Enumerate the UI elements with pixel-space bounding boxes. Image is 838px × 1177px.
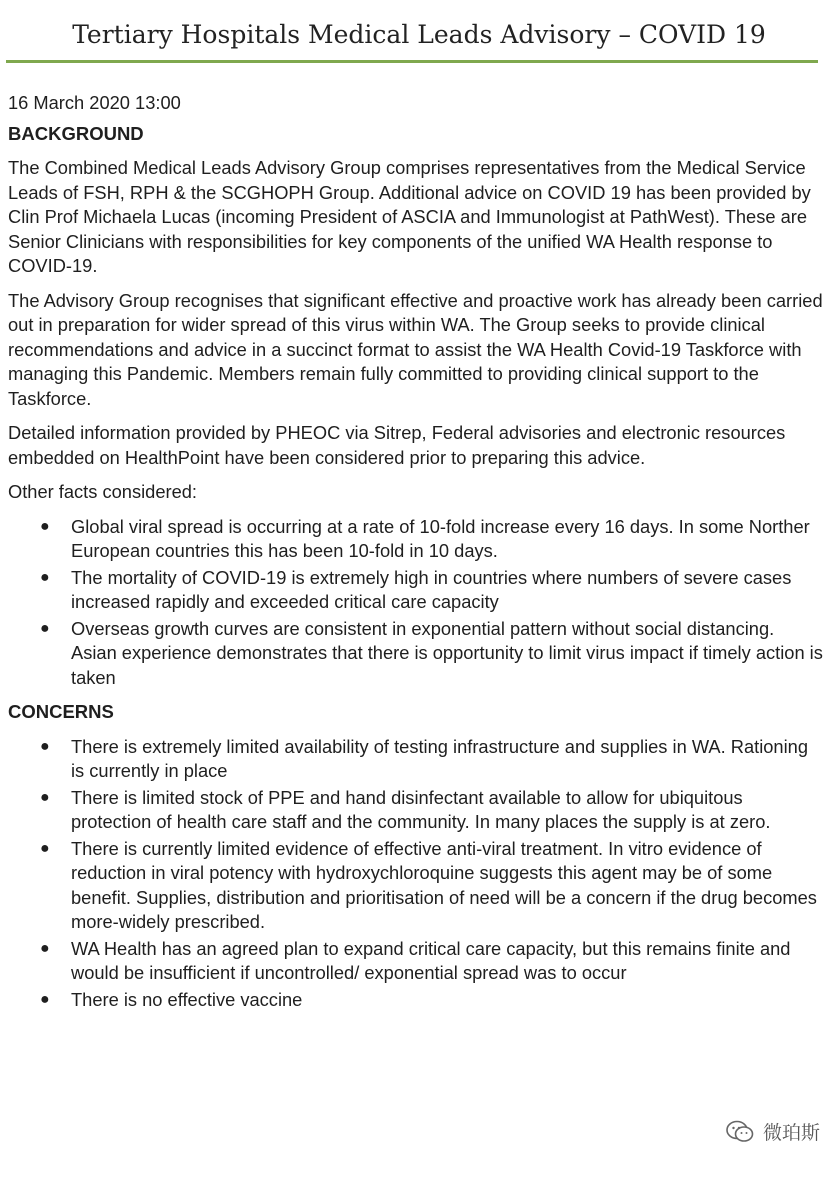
list-item: ● WA Health has an agreed plan to expand critical care capacity, but this remains finite and would be insufficient if uncontrolled/ exponential spread was to occur — [40, 937, 791, 983]
background-paragraph: The Combined Medical Leads Advisory Group comprises representatives from the Medical Service Leads of FSH, RPH & the SCGHOPH Group. Additional advice on COVID 19 has been provided by Clin Prof Michaela Lucas (incoming President of ASCIA and Immunologist at PathWest). These are Senior Clinicians with responsibilities for key components of the unified WA Health response to COVID-19. — [8, 157, 811, 276]
bullet-icon: ● — [40, 619, 50, 637]
bullet-icon: ● — [40, 568, 50, 586]
list-item: ● Overseas growth curves are consistent in exponential pattern without social distancing. Asian experience demonstrates that there is opportunity to limit virus impact if timely action is taken — [40, 617, 823, 688]
document-title: Tertiary Hospitals Medical Leads Advisory – COVID 19 — [72, 20, 766, 49]
list-item: ● The mortality of COVID-19 is extremely high in countries where numbers of severe cases increased rapidly and exceeded critical care capacity — [40, 566, 792, 612]
concerns-heading: CONCERNS — [8, 701, 114, 722]
watermark — [725, 1118, 820, 1145]
list-item: ● There is currently limited evidence of effective anti-viral treatment. In vitro evidence of reduction in viral potency with hydroxychloroquine suggests this agent may be of some benefit. Supplies, distribution and prioritisation of need will be a concern if the drug becomes more-widely prescribed. — [40, 837, 817, 932]
bullet-icon: ● — [40, 737, 50, 755]
list-item: ● There is no effective vaccine — [8, 988, 823, 1013]
background-heading: BACKGROUND — [8, 122, 144, 144]
list-item: ● There is extremely limited availability of testing infrastructure and supplies in WA. Rationing is currently in place — [40, 735, 808, 781]
watermark-text: 微珀斯 — [762, 1123, 820, 1144]
title-divider — [6, 60, 818, 63]
bullet-icon: ● — [40, 939, 50, 957]
wechat-icon — [725, 1119, 755, 1145]
concerns-list — [8, 735, 823, 1013]
facts-list — [8, 515, 823, 691]
document-body — [8, 91, 823, 1022]
background-paragraph: Detailed information provided by PHEOC via Sitrep, Federal advisories and electronic resources embedded on HealthPoint have been considered prior to preparing this advice. — [8, 422, 786, 468]
bullet-icon: ● — [40, 839, 50, 857]
list-item: ● Global viral spread is occurring at a rate of 10-fold increase every 16 days. In some Norther European countries this has been 10-fold in 10 days. — [40, 515, 810, 561]
bullet-icon: ● — [40, 517, 50, 535]
bullet-icon: ● — [40, 990, 50, 1008]
background-paragraph: The Advisory Group recognises that significant effective and proactive work has already been carried out in preparation for wider spread of this virus within WA. The Group seeks to provide clinical recommendations and advice in a succinct format to assist the WA Health Covid-19 Taskforce with managing this Pandemic. Members remain fully committed to providing clinical support to the Taskforce. — [8, 289, 823, 409]
bullet-icon: ● — [40, 788, 50, 806]
list-item: ● There is limited stock of PPE and hand disinfectant available to allow for ubiquitous protection of health care staff and the community. In many places the supply is at zero. — [40, 786, 771, 832]
other-facts-label: Other facts considered: — [8, 481, 197, 502]
document-date: 16 March 2020 13:00 — [8, 92, 181, 113]
